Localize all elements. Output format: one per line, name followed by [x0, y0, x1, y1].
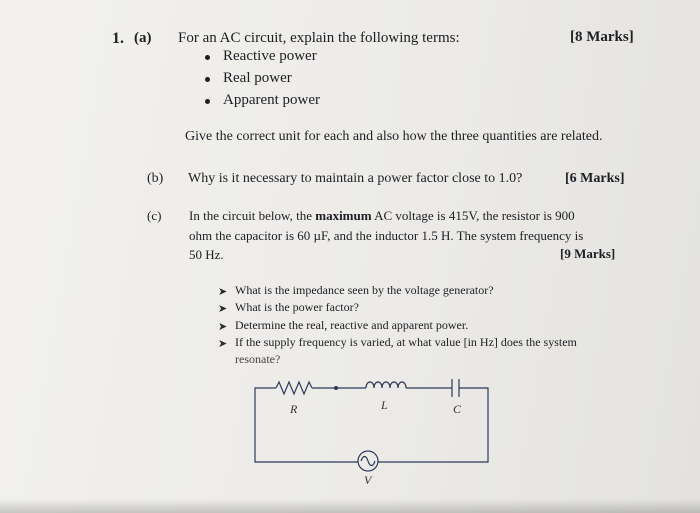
- arrow-bullet-icon: ➤: [218, 286, 228, 298]
- part-c-text: In the circuit below, the: [189, 208, 316, 223]
- subquestion-1: What is the impedance seen by the voltage generator?: [235, 283, 494, 297]
- arrow-bullet-icon: ➤: [218, 321, 228, 333]
- arrow-bullet-icon: ➤: [218, 338, 228, 350]
- part-b-label: (b): [147, 171, 164, 186]
- part-c-line-3: 50 Hz.: [189, 247, 224, 262]
- part-c-text: AC voltage is 415V, the resistor is 900: [371, 208, 575, 223]
- junction-dot: [334, 386, 338, 390]
- term-reactive-power: Reactive power: [223, 48, 317, 64]
- part-c-label: (c): [147, 208, 162, 223]
- subquestion-4: If the supply frequency is varied, at what value [in Hz] does the system: [235, 335, 577, 349]
- part-b-marks: [6 Marks]: [565, 171, 625, 186]
- part-a-followup: Give the correct unit for each and also how the three quantities are related.: [185, 129, 603, 144]
- question-number: 1.: [112, 30, 124, 47]
- term-apparent-power: Apparent power: [223, 92, 321, 108]
- part-c-line-2: ohm the capacitor is 60 µF, and the inductor 1.5 H. The system frequency is: [189, 228, 584, 243]
- subquestion-3: Determine the real, reactive and apparent power.: [235, 318, 469, 332]
- part-c-marks: [9 Marks]: [560, 246, 616, 261]
- capacitor-symbol: [452, 379, 459, 397]
- subquestion-2: What is the power factor?: [235, 300, 359, 314]
- resistor-label: R: [290, 402, 298, 416]
- resistor-symbol: [276, 382, 312, 394]
- source-label: V: [364, 473, 372, 487]
- term-real-power: Real power: [223, 70, 292, 86]
- sine-icon: [361, 457, 375, 466]
- arrow-bullet-icon: ➤: [218, 303, 228, 315]
- wire: [255, 394, 358, 462]
- part-a-prompt: For an AC circuit, explain the following terms:: [178, 30, 460, 46]
- part-c-emphasis: maximum: [315, 208, 372, 223]
- subquestion-4-continuation: resonate?: [235, 352, 281, 366]
- inductor-symbol: [366, 382, 406, 388]
- inductor-label: L: [381, 398, 388, 412]
- part-b-prompt: Why is it necessary to maintain a power factor close to 1.0?: [188, 171, 523, 186]
- capacitor-label: C: [453, 402, 462, 416]
- wire: [255, 388, 276, 394]
- wire: [378, 388, 488, 462]
- part-a-label: (a): [134, 30, 152, 46]
- part-a-marks: [8 Marks]: [570, 29, 634, 45]
